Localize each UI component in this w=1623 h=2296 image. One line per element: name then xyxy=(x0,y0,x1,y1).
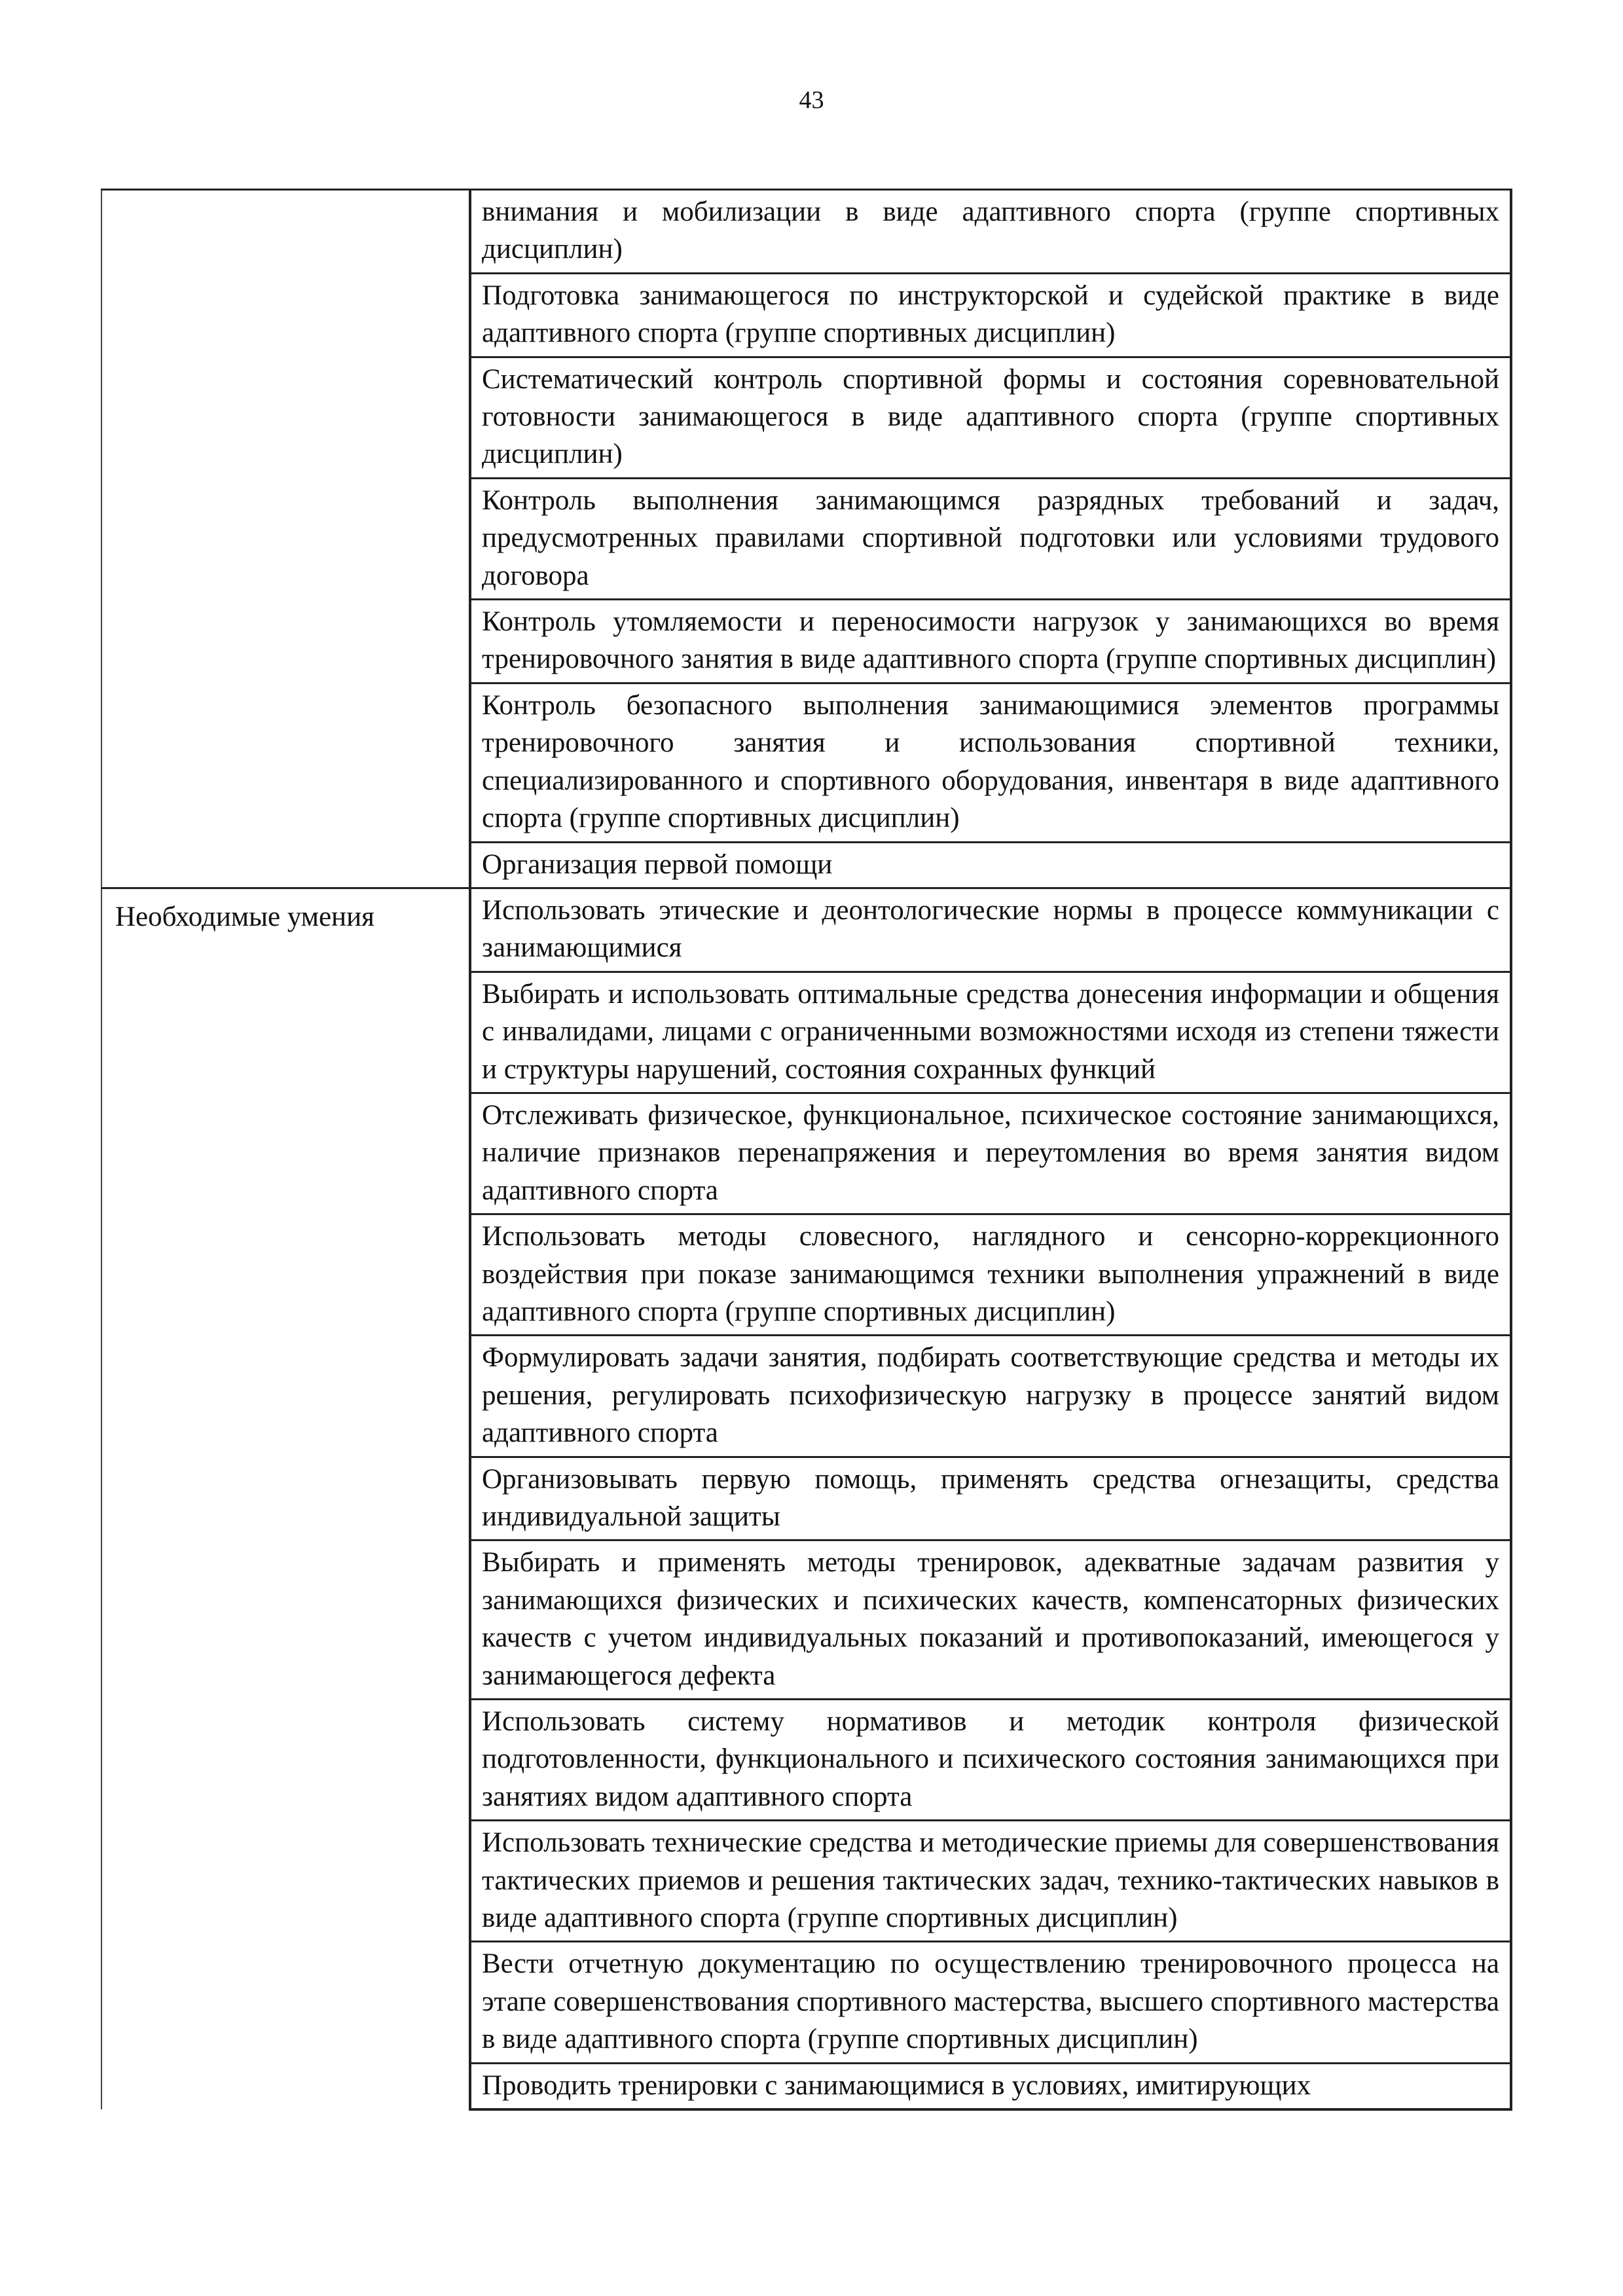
right-cell-list xyxy=(470,190,1511,888)
competency-table xyxy=(101,189,1512,2111)
list-item: Подготовка занимающегося по инструкторской и судейской практике в виде адаптивного спорта (группе спортивных дисциплин) xyxy=(471,272,1510,356)
list-item: Организовывать первую помощь, применять средства огнезащиты, средства индивидуальной защиты xyxy=(471,1456,1510,1540)
list-item: Проводить тренировки с занимающимися в условиях, имитирующих xyxy=(471,2062,1510,2108)
left-cell-empty xyxy=(101,190,470,888)
list-item: Формулировать задачи занятия, подбирать соответствующие средства и методы их решения, регулировать психофизическую нагрузку в процессе занятий видом адаптивного спорта xyxy=(471,1334,1510,1455)
list-item: Контроль безопасного выполнения занимающимися элементов программы тренировочного занятия и использования спортивной техники, специализированного и спортивного оборудования, инвентаря в виде адаптивного спорта (группе спортивных дисциплин) xyxy=(471,682,1510,841)
list-item: Выбирать и использовать оптимальные средства донесения информации и общения с инвалидами, лицами с ограниченными возможностями исходя из степени тяжести и структуры нарушений, состояния сохранных функций xyxy=(471,971,1510,1092)
section-label-skills: Необходимые умения xyxy=(115,901,374,932)
table-row-section-1 xyxy=(101,190,1511,888)
page-number: 43 xyxy=(799,86,824,114)
right-cell-list xyxy=(470,888,1511,2109)
table-row-section-2 xyxy=(101,888,1511,2109)
list-item: внимания и мобилизации в виде адаптивного спорта (группе спортивных дисциплин) xyxy=(482,196,1499,265)
list-item: Использовать этические и деонтологические нормы в процессе коммуникации с занимающимися xyxy=(482,894,1499,964)
list-item: Организация первой помощи xyxy=(471,841,1510,887)
list-item: Использовать технические средства и методические приемы для совершенствования тактических приемов и решения тактических задач, технико-тактических навыков в виде адаптивного спорта (группе спортивных дисциплин) xyxy=(471,1819,1510,1941)
list-item: Контроль выполнения занимающимся разрядных требований и задач, предусмотренных правилами спортивной подготовки или условиями трудового договора xyxy=(471,477,1510,598)
list-item: Отслеживать физическое, функциональное, психическое состояние занимающихся, наличие признаков перенапряжения и переутомления во время занятия видом адаптивного спорта xyxy=(471,1092,1510,1213)
list-item: Вести отчетную документацию по осуществлению тренировочного процесса на этапе совершенствования спортивного мастерства, высшего спортивного мастерства в виде адаптивного спорта (группе спортивных дисциплин) xyxy=(471,1941,1510,2062)
list-item: Систематический контроль спортивной формы и состояния соревновательной готовности занимающегося в виде адаптивного спорта (группе спортивных дисциплин) xyxy=(471,356,1510,477)
left-label xyxy=(102,191,469,200)
list-item: Использовать систему нормативов и методик контроля физической подготовленности, функционального и психического состояния занимающихся при занятиях видом адаптивного спорта xyxy=(471,1698,1510,1819)
list-item: Выбирать и применять методы тренировок, адекватные задачам развития у занимающихся физических и психических качеств, компенсаторных физических качеств с учетом индивидуальных показаний и противопоказаний, имеющегося у занимающегося дефекта xyxy=(471,1539,1510,1698)
left-cell-label xyxy=(101,888,470,2109)
list-item: Контроль утомляемости и переносимости нагрузок у занимающихся во время тренировочного занятия в виде адаптивного спорта (группе спортивных дисциплин) xyxy=(471,598,1510,682)
list-item: Использовать методы словесного, наглядного и сенсорно-коррекционного воздействия при показе занимающимся техники выполнения упражнений в виде адаптивного спорта (группе спортивных дисциплин) xyxy=(471,1213,1510,1334)
